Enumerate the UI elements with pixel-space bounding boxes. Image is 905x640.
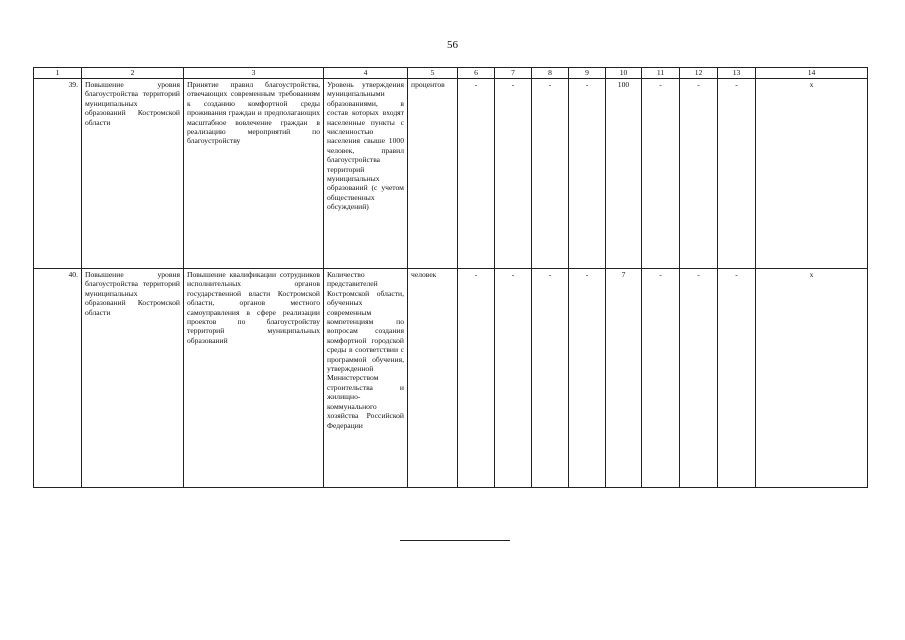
column-header: 11 [642,68,680,79]
value-cell: - [495,269,532,488]
value-cell: - [680,269,718,488]
value-cell: - [569,79,606,269]
value-cell: - [642,79,680,269]
value-cell: - [718,269,756,488]
column-header: 2 [82,68,184,79]
value-cell: - [495,79,532,269]
column-header: 6 [458,68,495,79]
value-cell: - [569,269,606,488]
column-header: 4 [324,68,408,79]
value-cell: 100 [606,79,642,269]
row-number: 40. [34,269,82,488]
footnote-separator [400,540,510,541]
value-cell: - [532,79,569,269]
value-cell: - [642,269,680,488]
column-header: 1 [34,68,82,79]
unit-cell: человек [408,269,458,488]
indicator-cell: Количество представителей Костромской области, обученных современным компетенциям по вопросам создания комфортной городской среды в соответствии с программой обучения, утвержденной Министерством строительства и жилищно-коммунального хозяйства Российской Федерации [324,269,408,488]
column-header: 14 [756,68,868,79]
header-row [34,68,868,79]
value-cell: x [756,79,868,269]
unit-cell: процентов [408,79,458,269]
value-cell: - [458,79,495,269]
column-header: 9 [569,68,606,79]
value-cell: - [718,79,756,269]
row-number: 39. [34,79,82,269]
value-cell: - [680,79,718,269]
measure-cell: Принятие правил благоустройства, отвечающих современным требованиям к созданию комфортной среды проживания граждан и предполагающих масштабное вовлечение граждан в реализацию мероприятий по благоустройству [184,79,324,269]
measure-cell: Повышение квалификации сотрудников исполнительных органов государственной власти Костромской области, органов местного самоуправления в сфере реализации проектов по благоустройству территорий муниципальных образований [184,269,324,488]
column-header: 5 [408,68,458,79]
column-header: 10 [606,68,642,79]
column-header: 3 [184,68,324,79]
page-number: 56 [447,39,458,51]
value-cell: - [458,269,495,488]
value-cell: 7 [606,269,642,488]
value-cell: - [532,269,569,488]
task-cell: Повышение уровня благоустройства территорий муниципальных образований Костромской области [82,269,184,488]
column-header: 12 [680,68,718,79]
column-header: 13 [718,68,756,79]
indicators-table [33,67,868,488]
column-header: 7 [495,68,532,79]
value-cell: x [756,269,868,488]
task-cell: Повышение уровня благоустройства территорий муниципальных образований Костромской области [82,79,184,269]
table-row [34,269,868,488]
indicator-cell: Уровень утверждения муниципальными образованиями, в состав которых входят населенные пункты с численностью населения свыше 1000 человек, правил благоустройства территорий муниципальных образований (с учетом общественных обсуждений) [324,79,408,269]
column-header: 8 [532,68,569,79]
table-row [34,79,868,269]
